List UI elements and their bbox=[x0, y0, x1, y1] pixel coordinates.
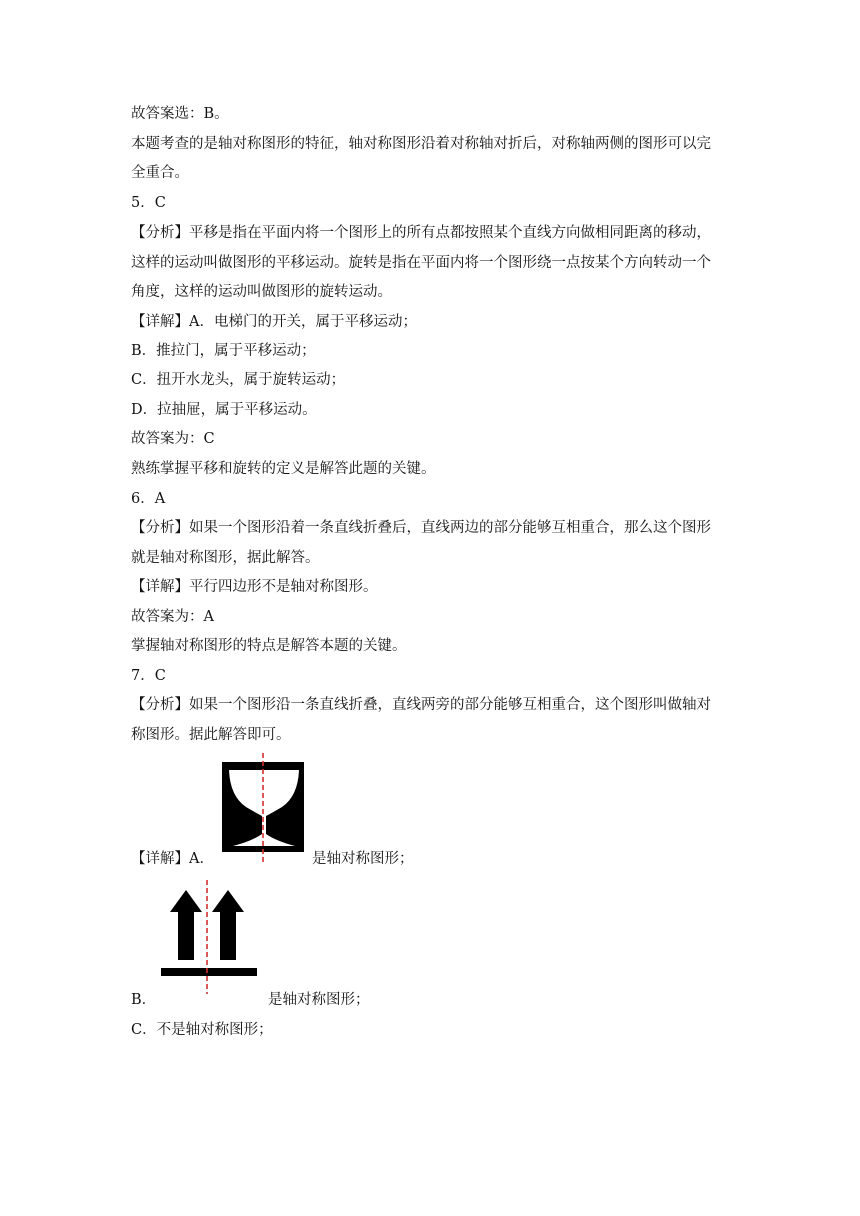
wine-glass-fragile-icon bbox=[220, 753, 308, 865]
text-line: 就是轴对称图形，据此解答。 bbox=[131, 550, 320, 566]
text-line: 【分析】如果一个图形沿着一条直线折叠后，直线两边的部分能够互相重合，那么这个图形 bbox=[131, 520, 711, 536]
text-line: 故答案为：A bbox=[131, 609, 214, 625]
this-way-up-arrows-icon bbox=[158, 880, 262, 994]
answer-a-prefix: 【详解】A． bbox=[131, 851, 214, 867]
answer-b-prefix: B． bbox=[131, 992, 157, 1008]
text-line: 角度，这样的运动叫做图形的旋转运动。 bbox=[131, 284, 392, 300]
text-line: 【分析】如果一个图形沿一条直线折叠，直线两旁的部分能够互相重合，这个图形叫做轴对 bbox=[131, 697, 711, 713]
answer-a-suffix: 是轴对称图形； bbox=[312, 851, 414, 867]
answer-b-suffix: 是轴对称图形； bbox=[268, 992, 370, 1008]
text-line: B．推拉门，属于平移运动； bbox=[131, 343, 316, 359]
answer-c: C．不是轴对称图形； bbox=[131, 1022, 273, 1038]
question-number: 7．C bbox=[131, 668, 166, 684]
text-line: 【详解】A．电梯门的开关，属于平移运动； bbox=[131, 314, 417, 330]
text-line: 【分析】平移是指在平面内将一个图形上的所有点都按照某个直线方向做相同距离的移动， bbox=[131, 225, 711, 241]
question-number: 6．A bbox=[131, 491, 166, 507]
text-line: 这样的运动叫做图形的平移运动。旋转是指在平面内将一个图形绕一点按某个方向转动一个 bbox=[131, 255, 711, 271]
text-line: 故答案为：C bbox=[131, 431, 215, 447]
question-number: 5．C bbox=[131, 195, 166, 211]
text-line: 【详解】平行四边形不是轴对称图形。 bbox=[131, 579, 378, 595]
text-line: 掌握轴对称图形的特点是解答本题的关键。 bbox=[131, 638, 407, 654]
text-line: D．拉抽屉，属于平移运动。 bbox=[131, 402, 317, 418]
text-line: 熟练掌握平移和旋转的定义是解答此题的关键。 bbox=[131, 461, 436, 477]
text-line: C．扭开水龙头，属于旋转运动； bbox=[131, 372, 346, 388]
text-line: 本题考查的是轴对称图形的特征，轴对称图形沿着对称轴对折后，对称轴两侧的图形可以完 bbox=[131, 136, 711, 152]
text-line: 故答案选：B。 bbox=[131, 106, 229, 122]
text-line: 称图形。据此解答即可。 bbox=[131, 727, 291, 743]
text-line: 全重合。 bbox=[131, 165, 189, 181]
